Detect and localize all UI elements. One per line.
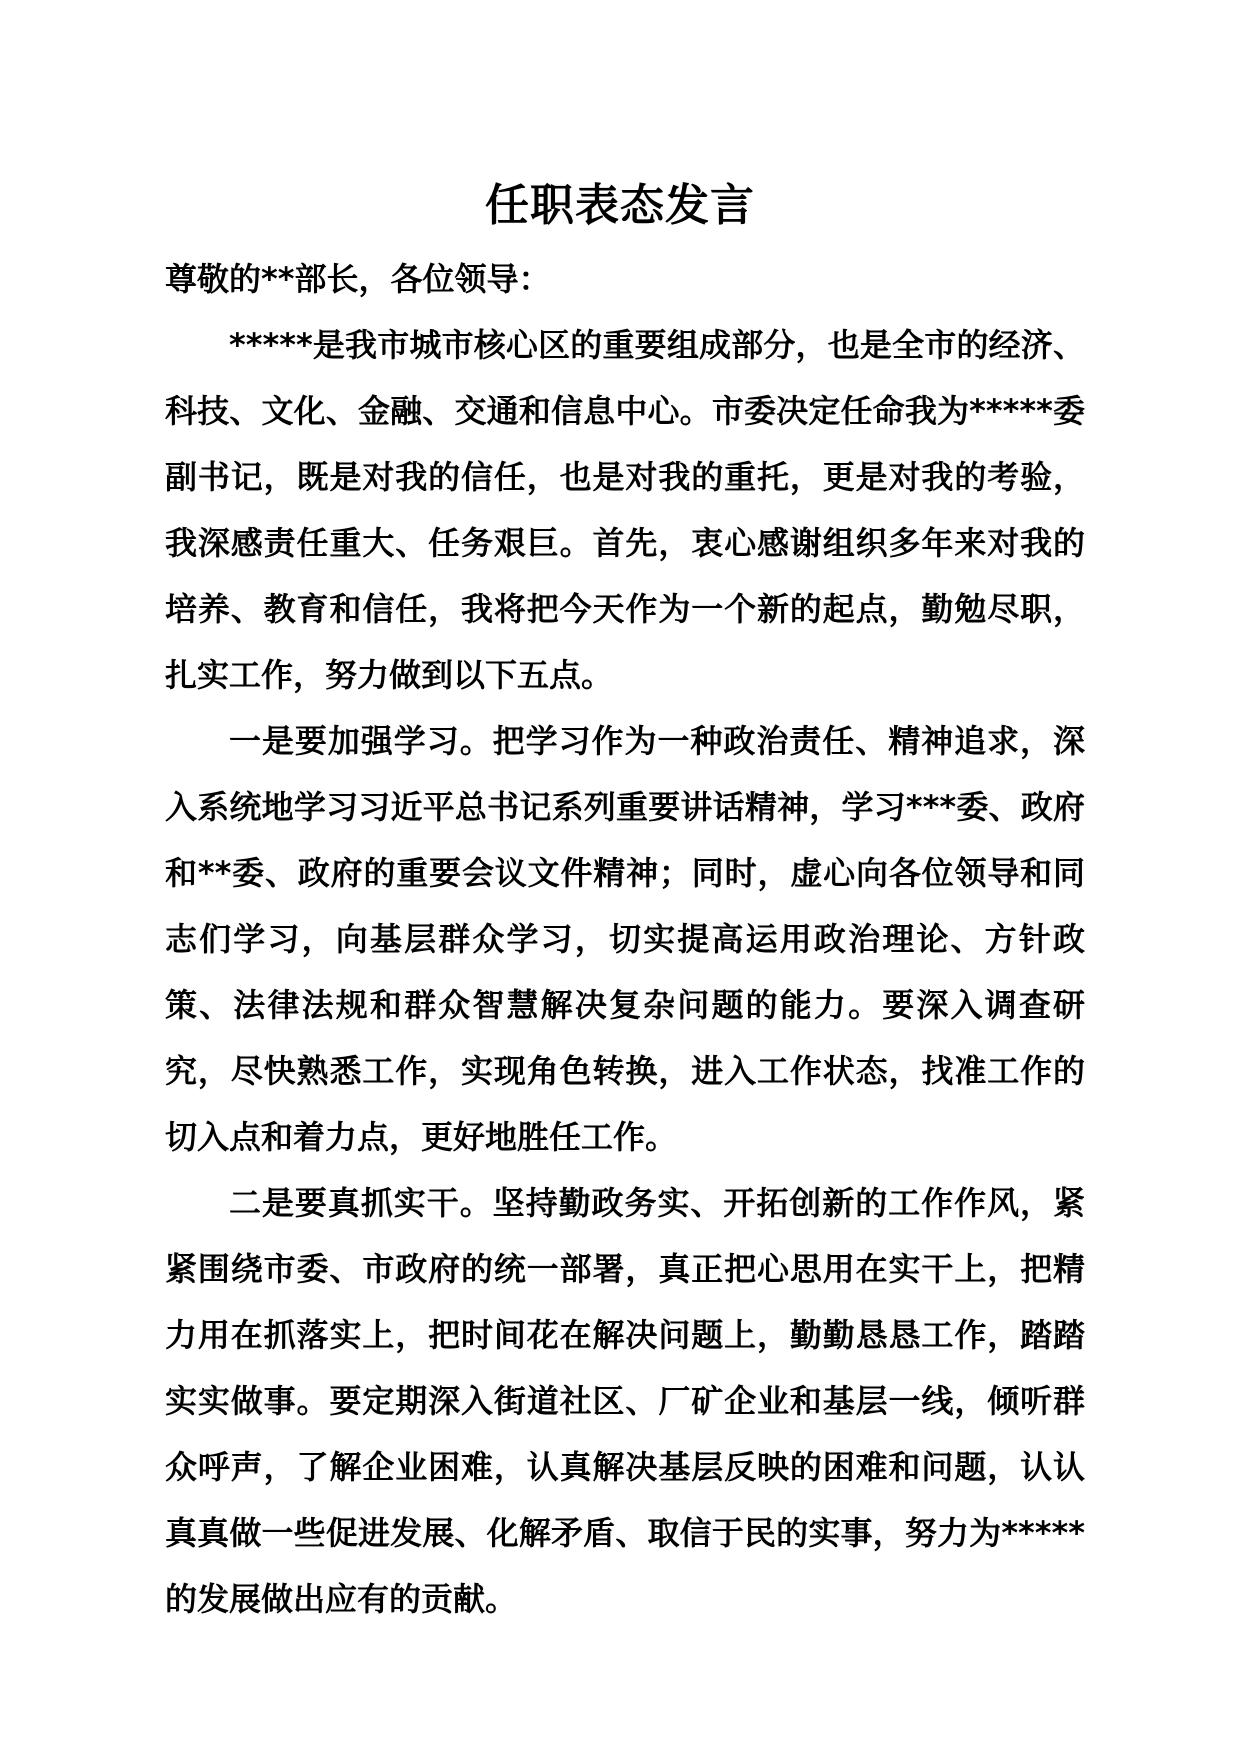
- document-body: [165, 246, 1085, 1632]
- paragraph-practice: 二是要真抓实干。坚持勤政务实、开拓创新的工作作风，紧紧围绕市委、市政府的统一部署，真正把心思用在实干上，把精力用在抓落实上，把时间花在解决问题上，勤勤恳恳工作，踏踏实实做事。要定期深入街道社区、厂矿企业和基层一线，倾听群众呼声，了解企业困难，认真解决基层反映的困难和问题，认认真真做一些促进发展、化解矛盾、取信于民的实事，努力为*****的发展做出应有的贡献。: [165, 1184, 1085, 1618]
- paragraph-intro: *****是我市城市核心区的重要组成部分，也是全市的经济、科技、文化、金融、交通和信息中心。市委决定任命我为*****委副书记，既是对我的信任，也是对我的重托，更是对我的考验，我深感责任重大、任务艰巨。首先，衷心感谢组织多年来对我的培养、教育和信任，我将把今天作为一个新的起点，勤勉尽职，扎实工作，努力做到以下五点。: [165, 326, 1085, 694]
- paragraph-study: 一是要加强学习。把学习作为一种政治责任、精神追求，深入系统地学习习近平总书记系列重要讲话精神，学习***委、政府和**委、政府的重要会议文件精神；同时，虚心向各位领导和同志们学习，向基层群众学习，切实提高运用政治理论、方针政策、法律法规和群众智慧解决复杂问题的能力。要深入调查研究，尽快熟悉工作，实现角色转换，进入工作状态，找准工作的切入点和着力点，更好地胜任工作。: [165, 722, 1085, 1156]
- salutation: 尊敬的**部长，各位领导：: [165, 260, 551, 298]
- document-title: 任职表态发言: [485, 180, 755, 231]
